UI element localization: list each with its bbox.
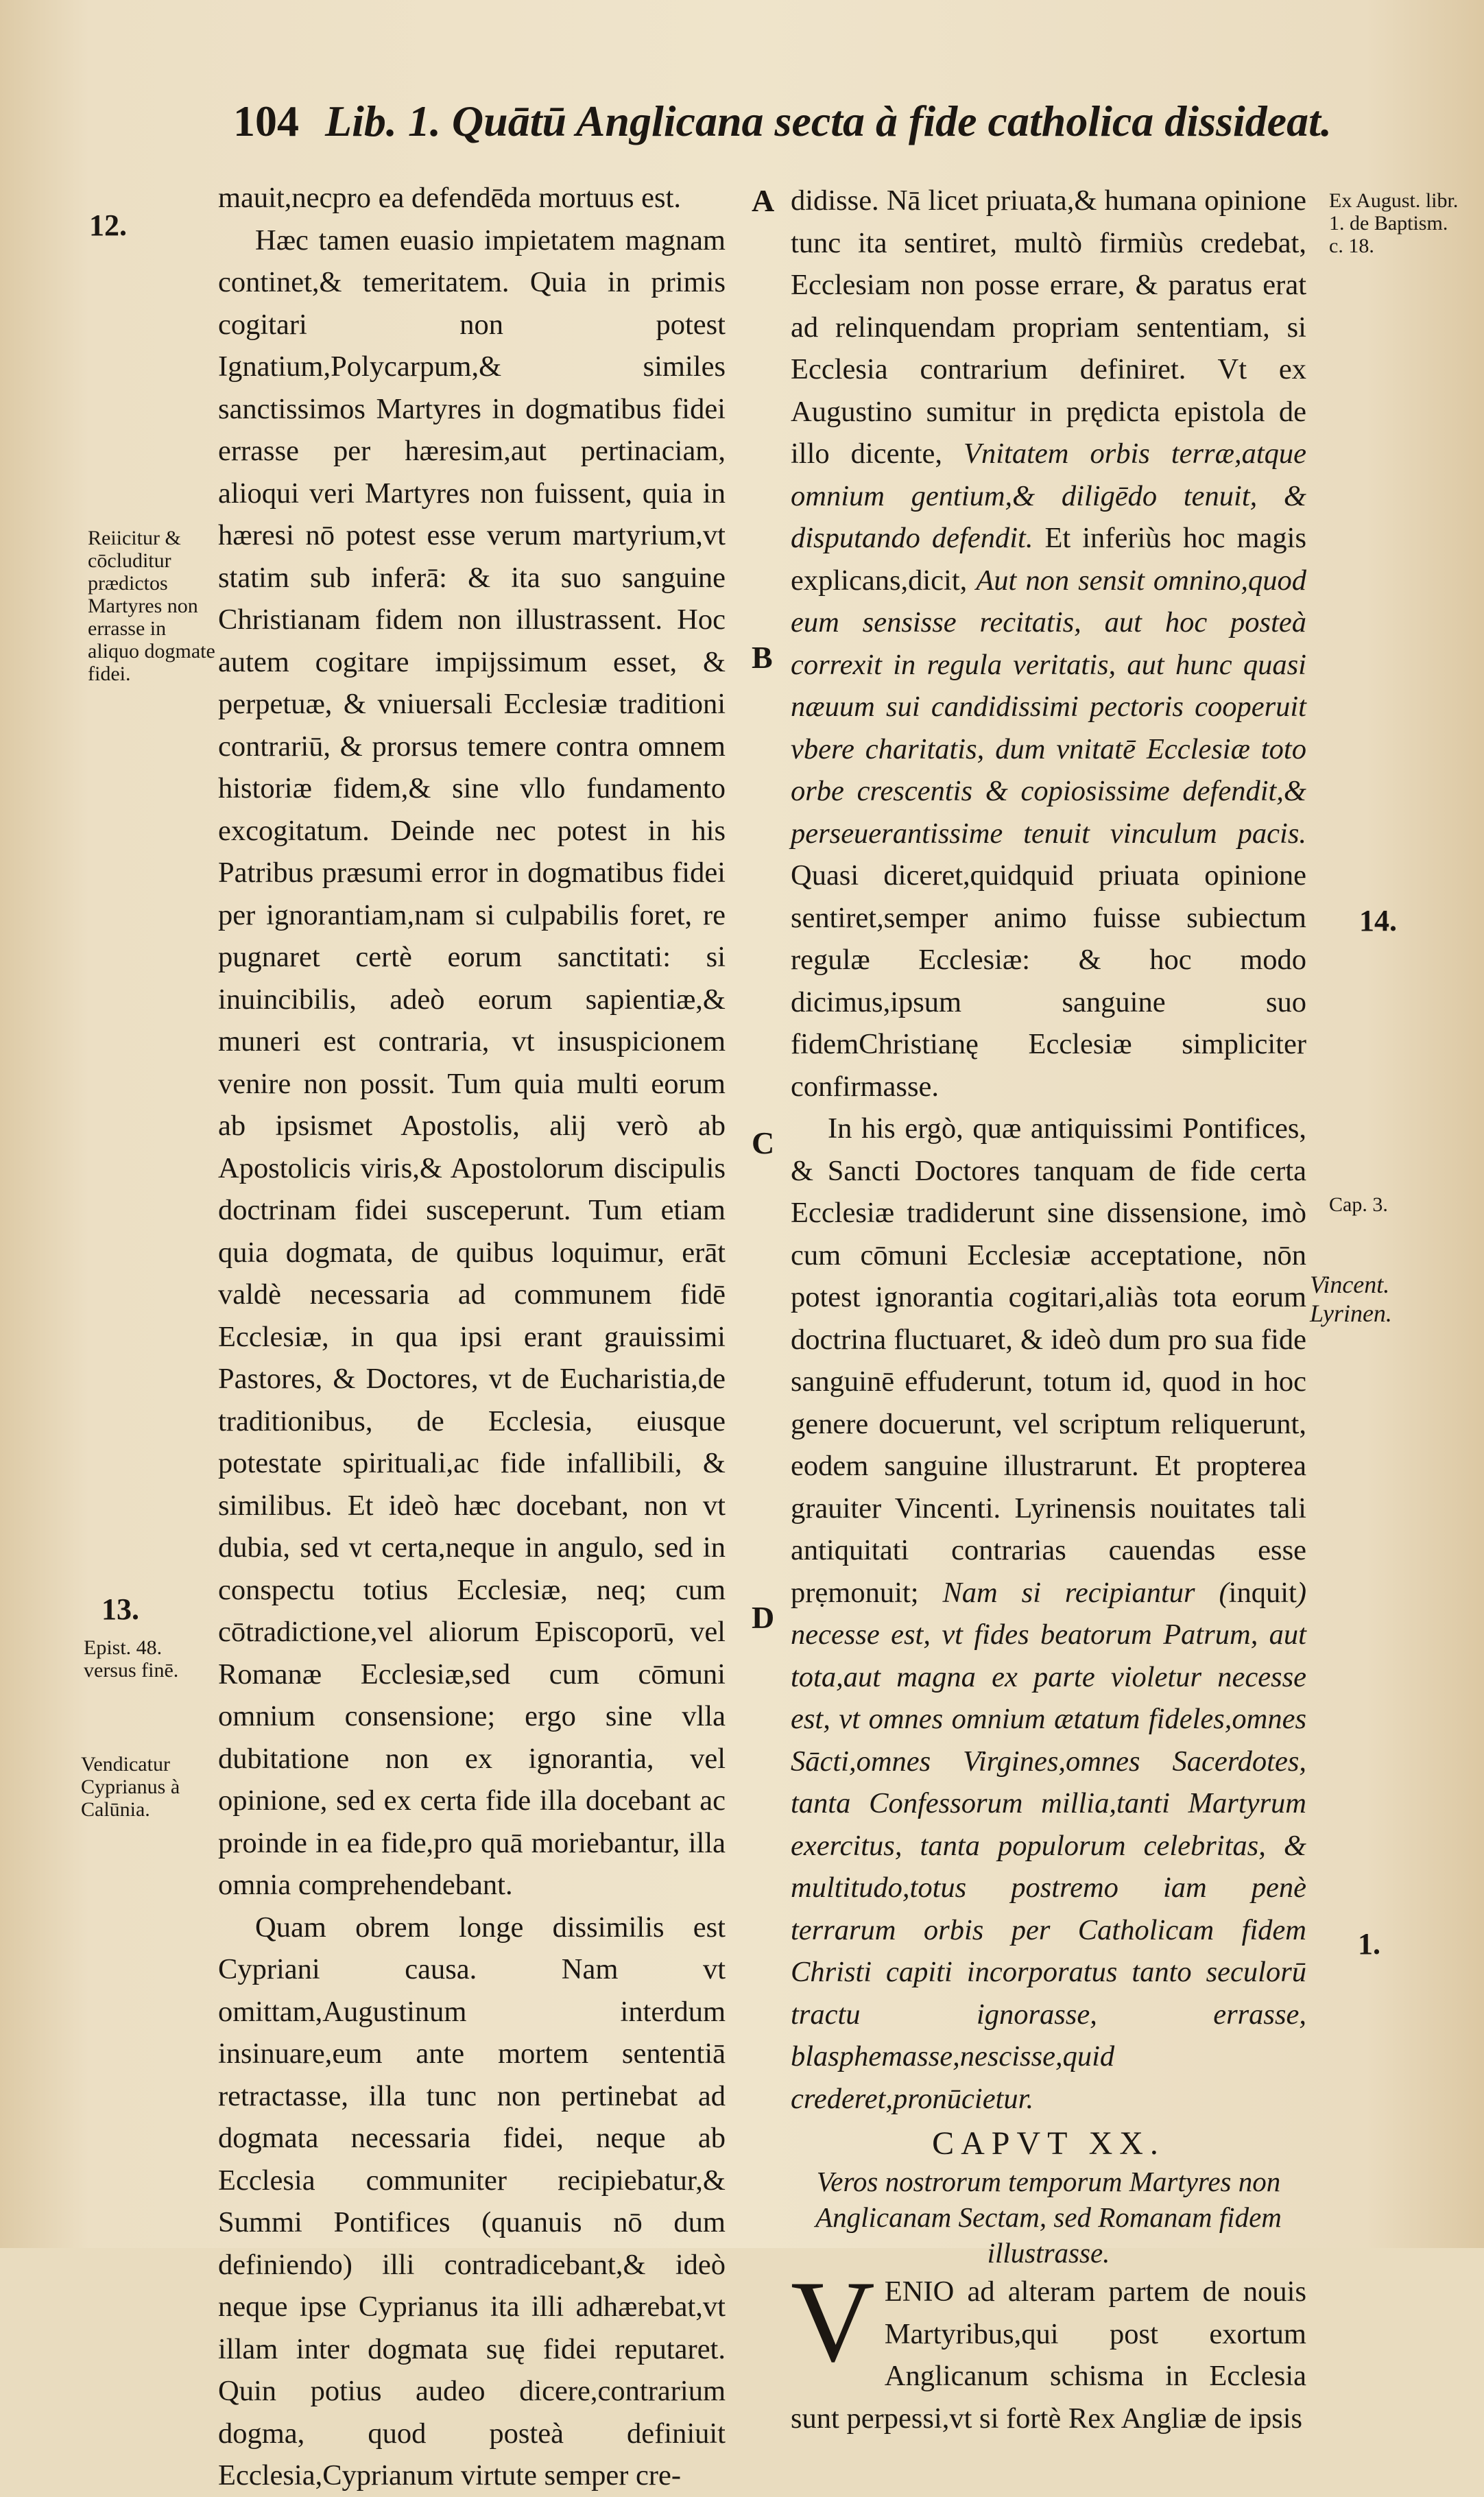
quote-segment: Vnitatem orbis terræ,atque omnium gentium,& diligēdo tenuit, & disputando defendit. xyxy=(791,438,1306,554)
left-column xyxy=(218,177,726,2497)
right-paragraph-2 xyxy=(791,1108,1306,2120)
text-segment: Quasi diceret,quidquid priuata opinione sentiret,semper animo fuisse subiectum regulæ Ecclesiæ: & hoc modo dicimus,ipsum sanguine suo fidemChristianę Ecclesiæ simpliciter confirmasse. xyxy=(791,859,1306,1103)
left-paragraph-2: Hæc tamen euasio impietatem magnam continet,& temeritatem. Quia in primis cogitari non potest Ignatium,Polycarpum,& similes sanctissimos Martyres in dogmatibus fidei errasse per hæresim,aut pertinaciam, alioqui veri Martyres non fuissent, quia in hæresi nō potest esse verum martyrium,vt statim sub inferā: & ita suo sanguine Christianam fidem non illustrassent. Hoc autem cogitare impijssimum esset, & perpetuæ, & vniuersali Ecclesiæ traditioni contrariū, & prorsus temere contra omnem historiæ fidem,& sine vllo fundamento excogitatum. Deinde nec potest in his Patribus præsumi error in dogmatibus fidei per ignorantiam,nam si culpabilis foret, re pugnaret certè eorum sanctitati: si inuincibilis, adeò eorum sapientiæ,& muneri est contraria, vt insuspicionem venire non possit. Tum quia multi eorum ab ipsismet Apostolis, alij verò ab Apostolicis viris,& Apostolorum discipulis doctrinam fidei susceperunt. Tum etiam quia dogmata, de quibus loquimur, erāt valdè necessaria ad communem fidē Ecclesiæ, in qua ipsi erant grauissimi Pastores, & Doctores, vt de Eucharistia,de traditionibus, de Ecclesia, eiusque potestate spirituali,ac fide infallibili, & similibus. Et ideò hæc docebant, non vt dubia, sed vt certa,neque in angulo, sed in conspectu totius Ecclesiæ, neq; cum cōtradictione,vel aliorum Episcoporū, vel Romanæ Ecclesiæ,sed cum cōmuni omnium consensione; ergo sine vlla dubitatione non ex ignorantia, vel opinione, sed ex certa fide illa docebant ac proinde in ea fide,pro quā moriebantur, illa omnia comprehendebant. xyxy=(218,224,726,1901)
quote-segment: Nam si recipiantur ( xyxy=(942,1576,1229,1609)
right-paragraph-1 xyxy=(791,180,1306,1108)
page-number: 104 xyxy=(233,97,299,145)
margin-note-vincent: Vincent. Lyrinen. xyxy=(1310,1271,1392,1327)
text-segment: In his ergò, quæ antiquissimi Pontifices, & Sancti Doctores tanquam de fide certa Ecclesiæ tradiderunt sine dissensione, imò cum cōmuni Ecclesiæ acceptatione, nōn potest ignorantia cogitari,aliàs tota eorum doctrina fluctuaret, & ideò dum pro sua fide sanguinē effuderunt, totum id, quod in hoc genere docuerunt, vel scriptum reliquerunt, eodem sanguine illustrarunt. Et propterea grauiter Vincenti. Lyrinensis nouitates tali antiquitati contrarias cauendas esse prẹmonuit; xyxy=(791,1112,1306,1609)
margin-note-august: Ex August. libr. 1. de Baptism. c. 18. xyxy=(1329,189,1459,257)
margin-note-cap: Cap. 3. xyxy=(1329,1193,1388,1216)
margin-number-13: 13. xyxy=(101,1592,139,1626)
text-segment: didisse. Nā licet priuata,& humana opinione tunc ita sentiret, multò firmiùs credebat, Ecclesiam non posse errare, & paratus erat ad relinquendam propriam sententiam, si Ecclesia contrarium definiret. Vt ex Augustino sumitur in prędicta epistola de illo dicente, xyxy=(791,184,1306,470)
margin-note-epist: Epist. 48. versus finē. xyxy=(84,1636,179,1682)
margin-note-reiicitur: Reiicitur & cōcluditur prædictos Martyres non errasse in aliquo dogmate fidei. xyxy=(88,527,215,685)
margin-note-vendicatur: Vendicatur Cyprianus à Calūnia. xyxy=(81,1753,180,1821)
margin-number-12: 12. xyxy=(89,208,127,242)
running-title: Lib. 1. Quātū Anglicana secta à fide catholica dissideat. xyxy=(325,97,1332,145)
left-paragraph-1: mauit,necpro ea defendēda mortuus est. xyxy=(218,182,682,214)
text-segment: inquit xyxy=(1228,1576,1297,1609)
quote-segment: ) necesse est, vt fides beatorum Patrum, aut tota,aut magna ex parte violetur necesse est, vt omnes omnium ætatum fideles,omnes Sācti,omnes Virgines,omnes Sacerdotes, tanta Confessorum millia,tanti Martyrum exercitus, tanta populorum celebritas, & multitudo,totus postremo iam penè terrarum orbis per Catholicam fidem Christi capiti incorporatus tanto seculorū tractu ignorasse, errasse, blasphemasse,nescisse,quid crederet,pronūcietur. xyxy=(791,1576,1306,2115)
section-letter-c: C xyxy=(752,1125,775,1160)
chapter-intro xyxy=(791,2257,1306,2439)
section-letter-a: A xyxy=(752,183,775,218)
margin-number-1: 1. xyxy=(1358,1927,1380,1961)
right-column xyxy=(791,180,1306,2439)
running-header xyxy=(233,96,1330,147)
intro-text: ENIO ad alteram partem de nouis Martyribus,qui post exortum Anglicanum schisma in Ecclesia sunt perpessi,vt si fortè Rex Angliæ de ipsis xyxy=(791,2275,1306,2435)
section-letter-d: D xyxy=(752,1600,775,1635)
quote-segment: Aut non sensit omnino,quod eum sensisse recitatis, aut hoc posteà correxit in regula veritatis, aut hunc quasi næuum sui candidissimi pectoris cooperuit vbere charitatis, dum vnitatē Ecclesiæ toto orbe crescentis & copiosissime defendit,& perseuerantissime tenuit vinculum pacis. xyxy=(791,564,1306,850)
drop-cap: V xyxy=(791,2257,875,2386)
section-letter-b: B xyxy=(752,640,773,675)
chapter-heading: CAPVT XX. xyxy=(932,2125,1165,2162)
left-paragraph-3: Quam obrem longe dissimilis est Cypriani causa. Nam vt omittam,Augustinum interdum insinuare,eum ante mortem sententiā retractasse, illa tunc non pertinebat ad dogmata necessaria fidei, neque ab Ecclesia communiter recipiebatur,& Summi Pontifices (quanuis nō dum definiendo) illi contradicebant,& ideò neque ipse Cyprianus ita illi adhærebat,vt illam inter dogmata suę fidei reputaret. Quin potius audeo dicere,contrarium dogma, quod posteà definiuit Ecclesia,Cyprianum virtute semper cre- xyxy=(218,1911,726,2492)
margin-number-14: 14. xyxy=(1359,904,1397,937)
text-segment: Et inferiùs hoc magis explicans,dicit, xyxy=(791,522,1306,597)
chapter-subtitle: Veros nostrorum temporum Martyres non Anglicanam Sectam, sed Romanam fidem illustrasse. xyxy=(815,2166,1282,2269)
